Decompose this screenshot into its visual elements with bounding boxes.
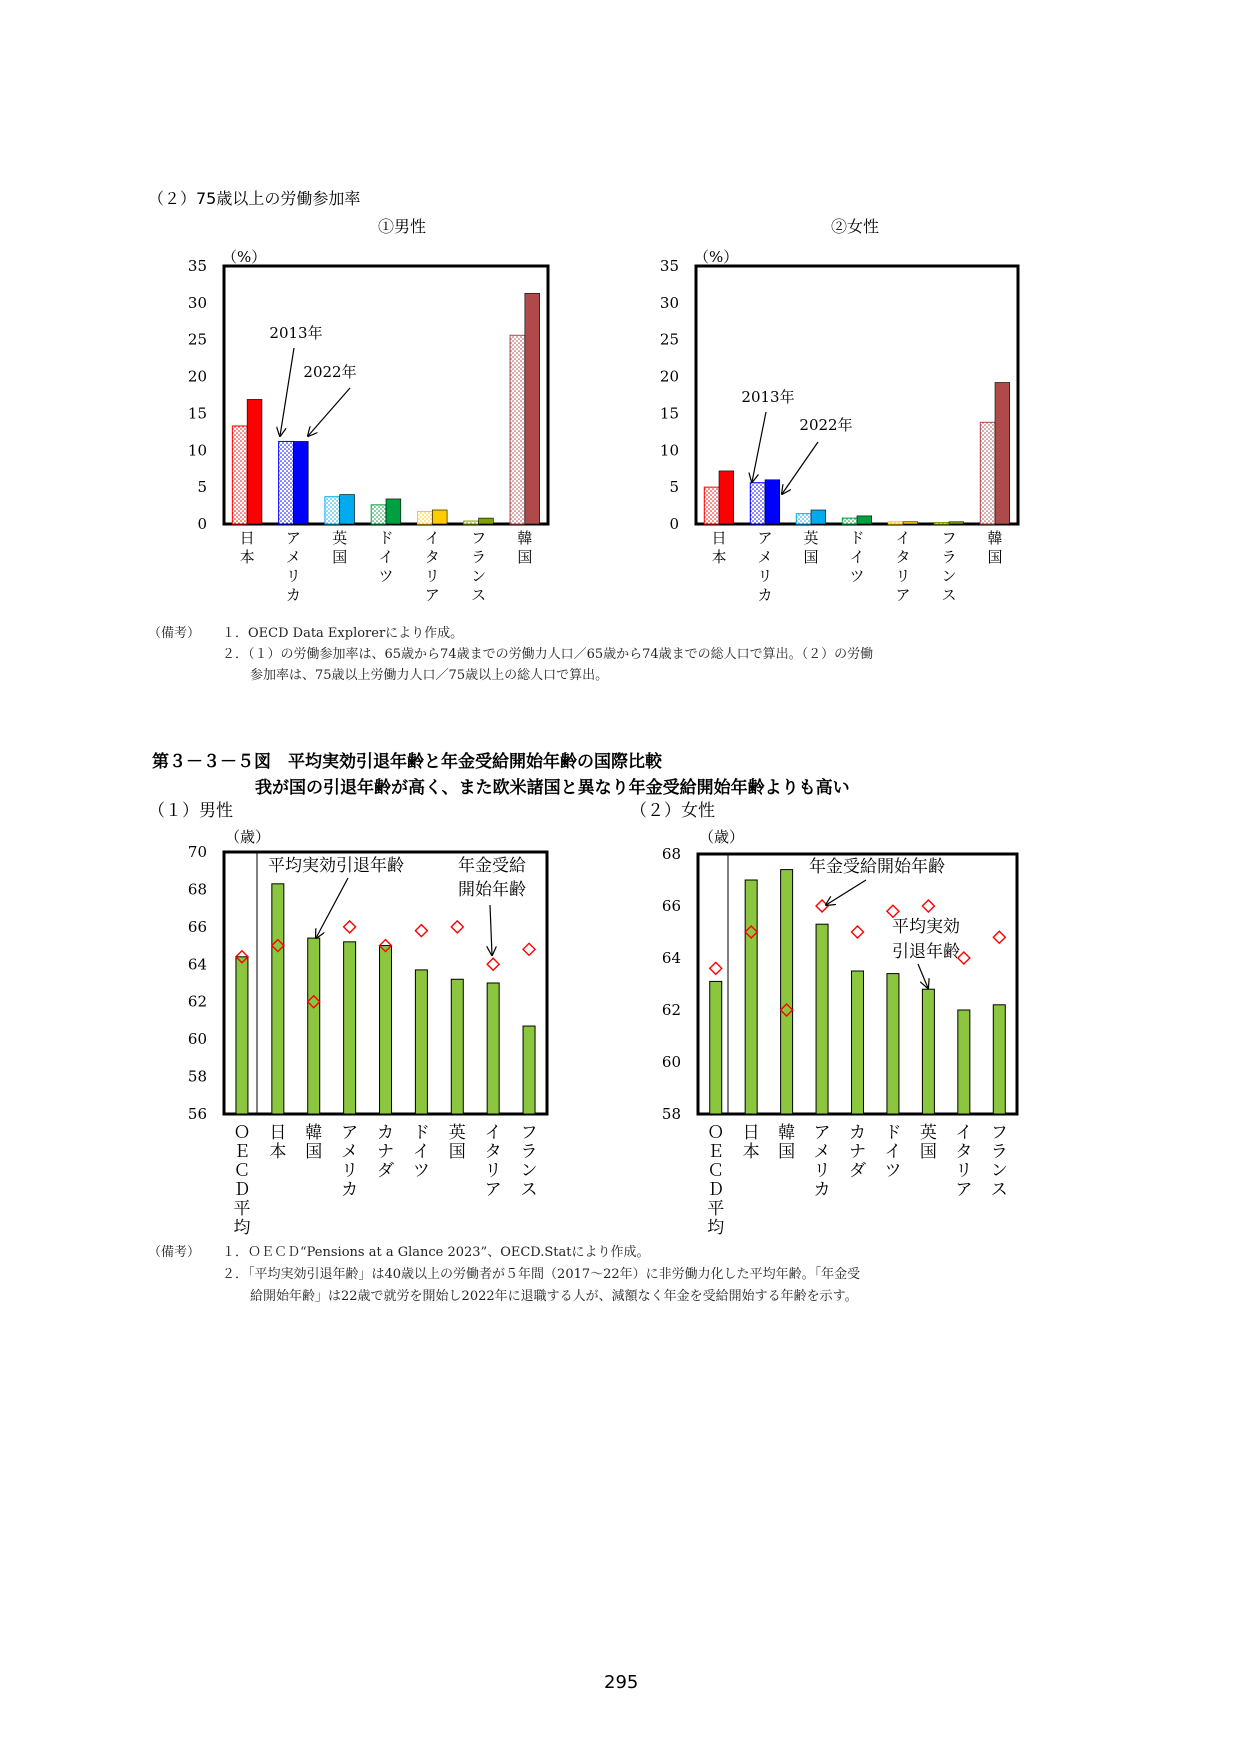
bar-2022 <box>432 510 447 524</box>
x-category-label: 国 <box>778 1142 796 1162</box>
marker-pension-age <box>922 900 934 912</box>
bar-2013 <box>279 441 294 524</box>
x-category-label: 韓 <box>305 1123 323 1143</box>
x-category-label: リ <box>424 567 440 585</box>
marker-pension-age <box>487 958 499 970</box>
y-tick-label: 20 <box>659 367 679 386</box>
x-category-label: 均 <box>233 1218 251 1238</box>
x-category-label: タ <box>484 1142 502 1162</box>
y-tick-label: 10 <box>187 441 207 460</box>
bar-2022 <box>479 518 494 524</box>
x-category-label: ド <box>884 1123 902 1143</box>
bar-retirement-age <box>993 1005 1005 1114</box>
bar-2022 <box>340 495 355 524</box>
x-category-label: 均 <box>707 1218 725 1238</box>
bar-retirement-age <box>710 981 722 1114</box>
y-tick-label: 10 <box>659 441 679 460</box>
x-category-label: 本 <box>269 1142 287 1162</box>
x-category-label: 日 <box>269 1123 287 1143</box>
chart-title: ①男性 <box>377 217 427 236</box>
bar-2022 <box>811 510 826 524</box>
x-category-label: カ <box>285 586 301 604</box>
annotation-arrow <box>752 412 766 482</box>
bar-2022 <box>719 471 734 524</box>
x-category-label: ラ <box>941 548 957 566</box>
y-tick-label: 68 <box>661 845 681 863</box>
bar-2022 <box>949 522 964 524</box>
x-category-label: タ <box>895 548 911 566</box>
bar-retirement-age <box>451 979 463 1114</box>
x-category-label: ラ <box>520 1142 538 1162</box>
y-tick-label: 30 <box>659 293 679 312</box>
marker-pension-age <box>887 905 899 917</box>
bar-retirement-age <box>308 938 320 1114</box>
x-category-label: ナ <box>849 1142 866 1162</box>
bar-retirement-age <box>887 974 899 1114</box>
x-category-label: 国 <box>305 1142 323 1162</box>
marker-pension-age <box>344 921 356 933</box>
annotation-arrow <box>826 880 866 905</box>
x-category-label: リ <box>813 1161 831 1181</box>
x-category-label: 平 <box>233 1199 251 1219</box>
x-category-label: カ <box>849 1123 866 1143</box>
marker-pension-age <box>415 925 427 937</box>
x-category-label: カ <box>341 1180 359 1200</box>
x-category-label: イ <box>955 1123 973 1143</box>
annotation-label: 2022年 <box>799 416 853 434</box>
figure-title: 第３－３－５図 平均実効引退年齢と年金受給開始年齢の国際比較 <box>152 752 662 772</box>
annotation-label: 開始年齢 <box>458 880 526 900</box>
x-category-label: 平 <box>707 1199 725 1219</box>
x-category-label: リ <box>341 1161 359 1181</box>
x-category-label: フ <box>990 1123 1008 1143</box>
notes-label: （備考） <box>148 626 201 641</box>
x-category-label: フ <box>471 529 487 547</box>
note-line: ２．「平均実効引退年齢」は40歳以上の労働者が５年間（2017～22年）に非労働力化した平均年齢。「年金受 <box>222 1267 861 1282</box>
bar-2013 <box>934 523 949 524</box>
bar-2022 <box>247 399 262 524</box>
y-unit-label: （歳） <box>225 828 271 846</box>
x-category-label: 日 <box>711 529 727 547</box>
x-category-label: ス <box>941 586 957 604</box>
y-tick-label: 0 <box>197 515 207 533</box>
bar-2013 <box>796 514 811 524</box>
annotation-arrow <box>490 905 492 955</box>
x-category-label: ア <box>285 529 301 547</box>
note-line: 参加率は、75歳以上労働力人口／75歳以上の総人口で算出。 <box>250 668 609 683</box>
x-category-label: ツ <box>412 1161 430 1181</box>
x-category-label: ダ <box>377 1161 394 1181</box>
bar-2013 <box>371 505 386 524</box>
x-category-label: ア <box>895 586 911 604</box>
x-category-label: メ <box>757 548 773 566</box>
x-category-label: イ <box>412 1142 430 1162</box>
x-category-label: ス <box>471 586 487 604</box>
x-category-label: Ｏ <box>233 1123 251 1143</box>
annotation-label: 年金受給 <box>458 856 526 876</box>
bar-2013 <box>750 483 765 524</box>
x-category-label: Ｏ <box>707 1123 725 1143</box>
x-category-label: メ <box>813 1142 831 1162</box>
bar-2022 <box>293 441 308 524</box>
marker-pension-age <box>816 900 828 912</box>
y-tick-label: 35 <box>187 257 207 275</box>
y-tick-label: 58 <box>187 1067 207 1086</box>
x-category-label: リ <box>285 567 301 585</box>
x-category-label: 英 <box>803 529 819 547</box>
x-category-label: 英 <box>919 1123 937 1143</box>
figure-subtitle: 我が国の引退年齢が高く、また欧米諸国と異なり年金受給開始年齢よりも高い <box>255 778 850 798</box>
annotation-arrow <box>316 878 348 938</box>
y-tick-label: 58 <box>661 1105 681 1123</box>
bar-2013 <box>325 497 340 524</box>
note-line: １．OECD Data Explorerにより作成。 <box>222 626 464 641</box>
annotation-label: 2013年 <box>269 324 323 342</box>
x-category-label: ス <box>990 1180 1008 1200</box>
y-tick-label: 30 <box>187 293 207 312</box>
bar-retirement-age <box>781 870 793 1114</box>
y-tick-label: 15 <box>659 404 679 423</box>
marker-pension-age <box>710 962 722 974</box>
x-category-label: 国 <box>987 548 1003 566</box>
bar-retirement-age <box>922 989 934 1114</box>
y-tick-label: 35 <box>659 257 679 275</box>
bar-retirement-age <box>380 946 392 1114</box>
chart-title: （１）男性 <box>148 801 233 821</box>
note-line: 給開始年齢」は22歳で就労を開始し2022年に退職する人が、減額なく年金を受給開始する年齢を示す。 <box>250 1289 858 1304</box>
x-category-label: フ <box>941 529 957 547</box>
x-category-label: メ <box>341 1142 359 1162</box>
note-line: ２．（１）の労働参加率は、65歳から74歳までの労働力人口／65歳から74歳までの総人口で算出。（２）の労働 <box>222 647 874 662</box>
x-category-label: Ｃ <box>707 1161 725 1181</box>
y-tick-label: 64 <box>187 955 207 974</box>
bar-2013 <box>888 522 903 524</box>
section-heading: （２）75歳以上の労働参加率 <box>148 189 361 208</box>
bar-2013 <box>980 422 995 524</box>
x-category-label: 国 <box>919 1142 937 1162</box>
x-category-label: ナ <box>377 1142 394 1162</box>
bar-retirement-age <box>745 880 757 1114</box>
y-tick-label: 25 <box>659 330 679 349</box>
x-category-label: ア <box>955 1180 973 1200</box>
x-category-label: タ <box>955 1142 973 1162</box>
x-category-label: イ <box>424 529 440 547</box>
annotation-label: 2022年 <box>303 363 357 381</box>
x-category-label: 韓 <box>517 529 533 547</box>
chart-title: ②女性 <box>830 217 880 236</box>
x-category-label: メ <box>285 548 301 566</box>
x-category-label: 韓 <box>987 529 1003 547</box>
bar-retirement-age <box>523 1026 535 1114</box>
x-category-label: ラ <box>471 548 487 566</box>
x-category-label: 英 <box>448 1123 466 1143</box>
bar-retirement-age <box>344 942 356 1114</box>
x-category-label: 韓 <box>778 1123 796 1143</box>
x-category-label: ン <box>471 567 487 585</box>
bar-2013 <box>510 335 525 524</box>
bar-retirement-age <box>816 924 828 1114</box>
x-category-label: カ <box>757 586 773 604</box>
x-category-label: Ｅ <box>233 1142 251 1162</box>
x-category-label: ン <box>990 1161 1008 1181</box>
y-tick-label: 62 <box>187 992 207 1011</box>
x-category-label: リ <box>955 1161 973 1181</box>
y-tick-label: 15 <box>187 404 207 423</box>
x-category-label: Ｅ <box>707 1142 725 1162</box>
x-category-label: 英 <box>332 529 348 547</box>
bar-retirement-age <box>487 983 499 1114</box>
x-category-label: ン <box>941 567 957 585</box>
x-category-label: ラ <box>990 1142 1008 1162</box>
annotation-arrow <box>308 388 350 436</box>
y-tick-label: 62 <box>661 1001 681 1019</box>
x-category-label: イ <box>849 548 865 566</box>
x-category-label: イ <box>484 1123 502 1143</box>
y-unit-label: （%） <box>694 248 739 266</box>
x-category-label: ン <box>520 1161 538 1181</box>
annotation-arrow <box>782 442 818 494</box>
x-category-label: 国 <box>448 1142 466 1162</box>
x-category-label: 日 <box>742 1123 760 1143</box>
y-tick-label: 56 <box>187 1105 207 1123</box>
bar-2022 <box>995 382 1010 524</box>
x-category-label: 本 <box>742 1142 760 1162</box>
x-category-label: フ <box>520 1123 538 1143</box>
bar-2022 <box>903 522 918 524</box>
x-category-label: ツ <box>378 567 394 585</box>
bar-2022 <box>386 499 401 524</box>
x-category-label: ツ <box>849 567 865 585</box>
y-tick-label: 64 <box>661 949 681 967</box>
x-category-label: 国 <box>332 548 348 566</box>
x-category-label: ア <box>341 1123 359 1143</box>
bar-2022 <box>525 293 540 524</box>
annotation-label: 年金受給開始年齢 <box>809 857 945 877</box>
bar-retirement-age <box>236 957 248 1114</box>
x-category-label: タ <box>424 548 440 566</box>
marker-pension-age <box>993 931 1005 943</box>
y-tick-label: 66 <box>187 917 207 936</box>
bar-retirement-age <box>852 971 864 1114</box>
y-tick-label: 0 <box>669 515 679 533</box>
x-category-label: ダ <box>849 1161 866 1181</box>
x-category-label: Ｄ <box>233 1180 251 1200</box>
bar-2022 <box>857 516 872 524</box>
page-number: 295 <box>604 1672 639 1693</box>
annotation-label: 2013年 <box>741 388 795 406</box>
annotation-label: 平均実効 <box>892 917 960 937</box>
y-tick-label: 20 <box>187 367 207 386</box>
bar-retirement-age <box>958 1010 970 1114</box>
bar-2013 <box>232 426 247 524</box>
note-line: １．ＯＥＣＤ“Pensions at a Glance 2023”、OECD.Statにより作成。 <box>222 1245 650 1260</box>
x-category-label: イ <box>895 529 911 547</box>
annotation-arrow <box>280 348 294 436</box>
bar-retirement-age <box>415 970 427 1114</box>
x-category-label: リ <box>484 1161 502 1181</box>
bar-2022 <box>765 480 780 524</box>
x-category-label: 日 <box>239 529 255 547</box>
x-category-label: ア <box>484 1180 502 1200</box>
x-category-label: イ <box>884 1142 902 1162</box>
y-tick-label: 66 <box>661 897 681 915</box>
x-category-label: リ <box>895 567 911 585</box>
annotation-label: 平均実効引退年齢 <box>268 856 404 876</box>
y-tick-label: 70 <box>187 843 207 861</box>
x-category-label: 本 <box>239 548 255 566</box>
x-category-label: ス <box>520 1180 538 1200</box>
bar-retirement-age <box>272 884 284 1114</box>
y-tick-label: 60 <box>187 1030 207 1049</box>
marker-pension-age <box>852 926 864 938</box>
x-category-label: ツ <box>884 1161 902 1181</box>
x-category-label: ア <box>424 586 440 604</box>
x-category-label: カ <box>813 1180 831 1200</box>
x-category-label: Ｄ <box>707 1180 725 1200</box>
bar-2013 <box>704 487 719 524</box>
annotation-label: 引退年齢 <box>892 942 960 962</box>
y-tick-label: 25 <box>187 330 207 349</box>
y-tick-label: 5 <box>669 478 679 497</box>
plot-frame <box>224 266 548 524</box>
x-category-label: イ <box>378 548 394 566</box>
y-unit-label: （%） <box>222 248 267 266</box>
x-category-label: 国 <box>803 548 819 566</box>
x-category-label: Ｃ <box>233 1161 251 1181</box>
notes-label: （備考） <box>148 1245 201 1260</box>
x-category-label: ア <box>757 529 773 547</box>
x-category-label: リ <box>757 567 773 585</box>
y-tick-label: 60 <box>661 1053 681 1071</box>
y-tick-label: 5 <box>197 478 207 497</box>
x-category-label: カ <box>377 1123 394 1143</box>
y-unit-label: （歳） <box>699 828 745 846</box>
x-category-label: ア <box>813 1123 831 1143</box>
y-tick-label: 68 <box>187 880 207 899</box>
x-category-label: ド <box>378 529 394 547</box>
chart-title: （２）女性 <box>630 801 715 821</box>
annotation-arrow <box>918 964 928 988</box>
bar-2013 <box>417 511 432 524</box>
bar-2013 <box>842 518 857 524</box>
marker-pension-age <box>523 943 535 955</box>
x-category-label: ド <box>412 1123 430 1143</box>
x-category-label: 国 <box>517 548 533 566</box>
bar-2013 <box>464 521 479 524</box>
x-category-label: ド <box>849 529 865 547</box>
marker-pension-age <box>451 921 463 933</box>
x-category-label: 本 <box>711 548 727 566</box>
